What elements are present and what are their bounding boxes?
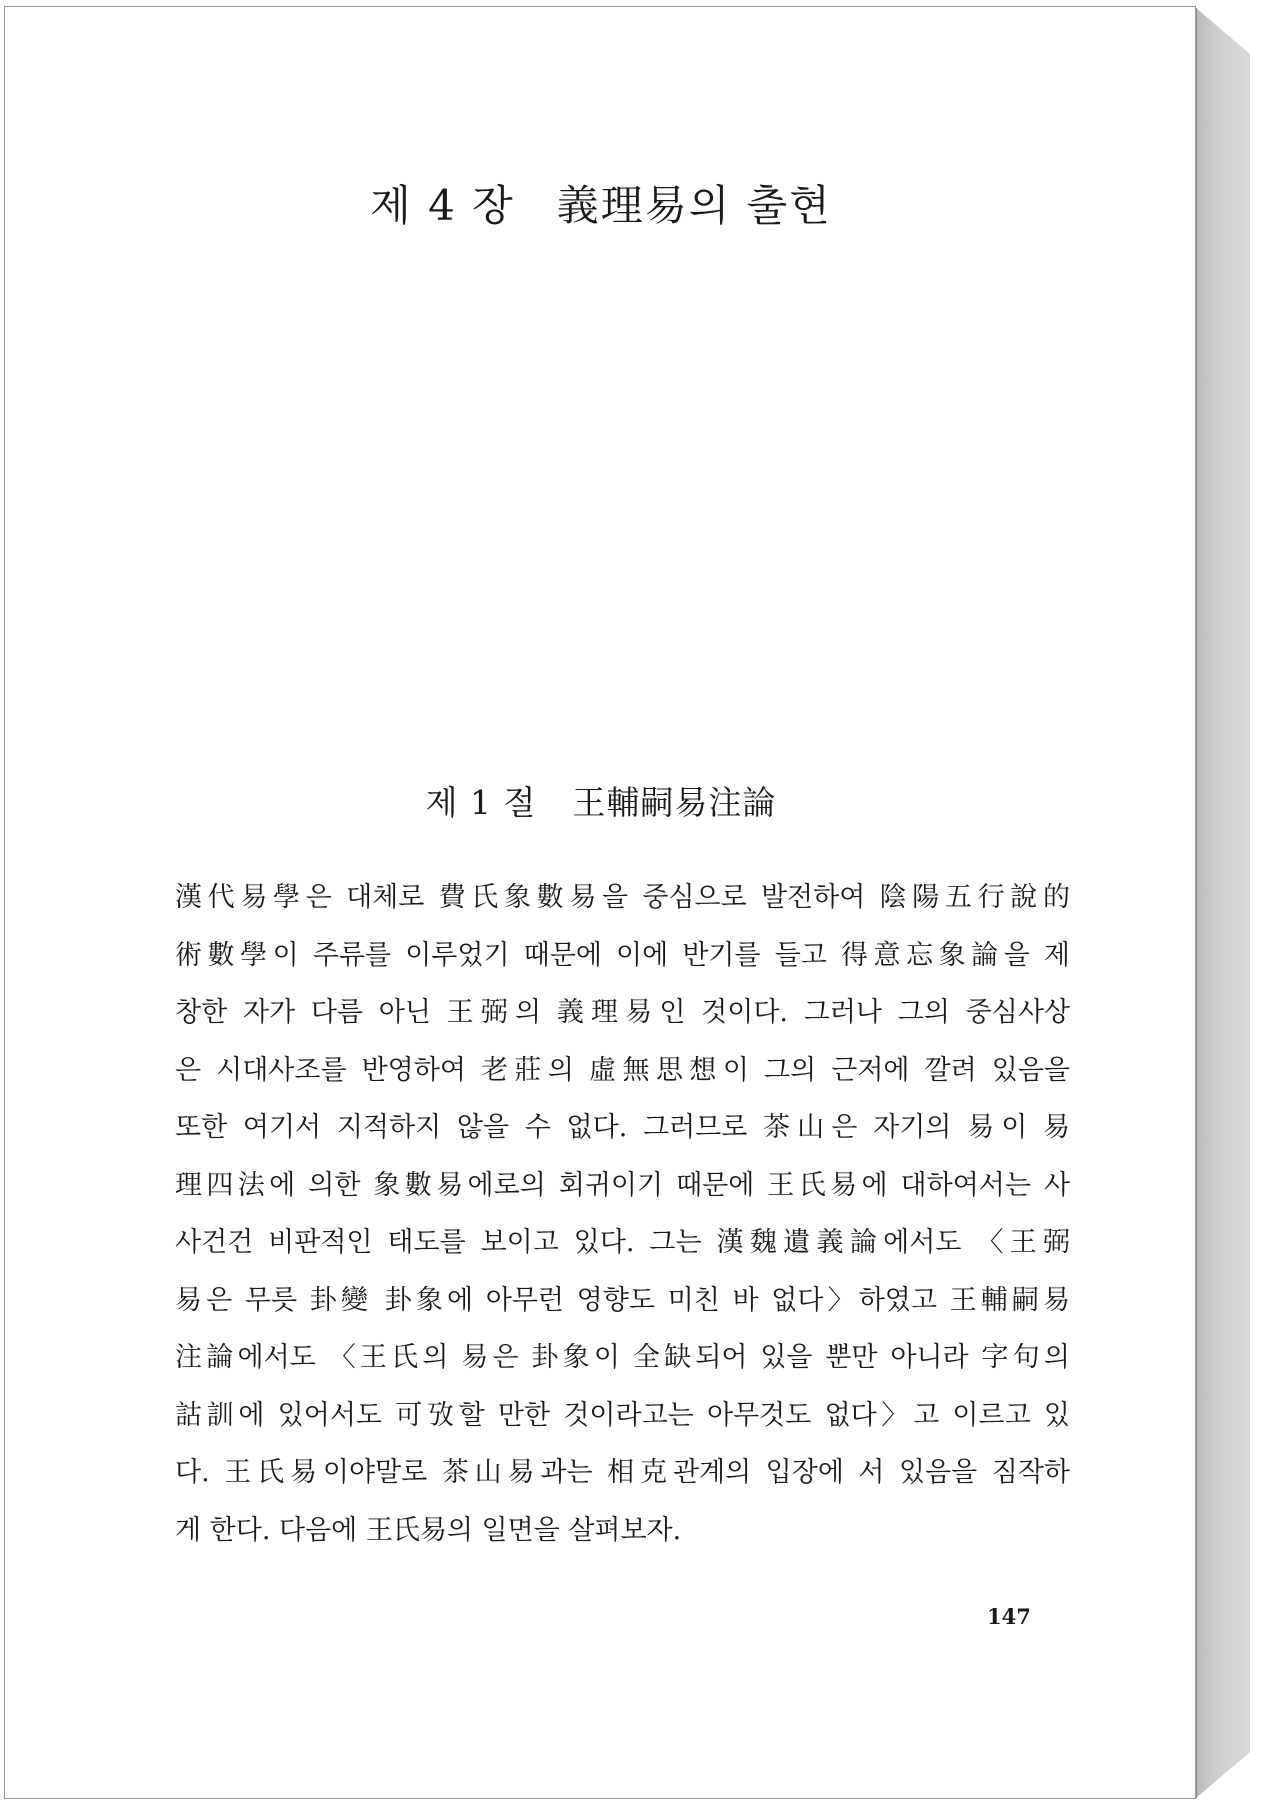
section-label: 제 1 절 — [425, 783, 537, 822]
chapter-title: 義理易의 출현 — [556, 181, 832, 230]
body-line: 漢代易學은 대체로 費氏象數易을 중심으로 발전하여 陰陽五行說的 — [175, 882, 1070, 913]
body-line: 창한 자가 다름 아닌 王弼의 義理易인 것이다. 그러나 그의 중심사상 — [175, 997, 1070, 1028]
body-paragraph — [175, 869, 1070, 1559]
body-line: 또한 여기서 지적하지 않을 수 없다. 그러므로 茶山은 자기의 易이 易 — [175, 1112, 1070, 1143]
book-edge-line — [1196, 8, 1197, 1798]
book-page-edge — [1196, 8, 1250, 1798]
page-number: 147 — [987, 1604, 1031, 1629]
section-heading — [5, 777, 1197, 824]
chapter-heading — [5, 173, 1197, 233]
body-line: 理四法에 의한 象數易에로의 회귀이기 때문에 王氏易에 대하여서는 사 — [175, 1169, 1070, 1201]
body-line: 다. 王氏易이야말로 茶山易과는 相克관계의 입장에 서 있음을 짐작하 — [175, 1457, 1070, 1488]
body-line: 게 한다. 다음에 王氏易의 일면을 살펴보자. — [175, 1514, 682, 1546]
body-line: 注論에서도 〈王氏의 易은 卦象이 全缺되어 있을 뿐만 아니라 字句의 — [175, 1342, 1070, 1373]
body-line: 詁訓에 있어서도 可攷할 만한 것이라고는 아무것도 없다〉고 이르고 있 — [175, 1399, 1070, 1431]
chapter-label: 제 4 장 — [370, 181, 515, 230]
body-line: 사건건 비판적인 태도를 보이고 있다. 그는 漢魏遺義論에서도 〈王弼 — [175, 1227, 1070, 1258]
body-line: 易은 무릇 卦變 卦象에 아무런 영향도 미친 바 없다〉하였고 王輔嗣易 — [175, 1284, 1070, 1316]
body-line: 은 시대사조를 반영하여 老莊의 虛無思想이 그의 근저에 깔려 있음을 — [175, 1054, 1070, 1086]
section-title: 王輔嗣易注論 — [572, 783, 777, 822]
book-page — [4, 6, 1196, 1799]
body-line: 術數學이 주류를 이루었기 때문에 이에 반기를 들고 得意忘象論을 제 — [175, 939, 1070, 971]
